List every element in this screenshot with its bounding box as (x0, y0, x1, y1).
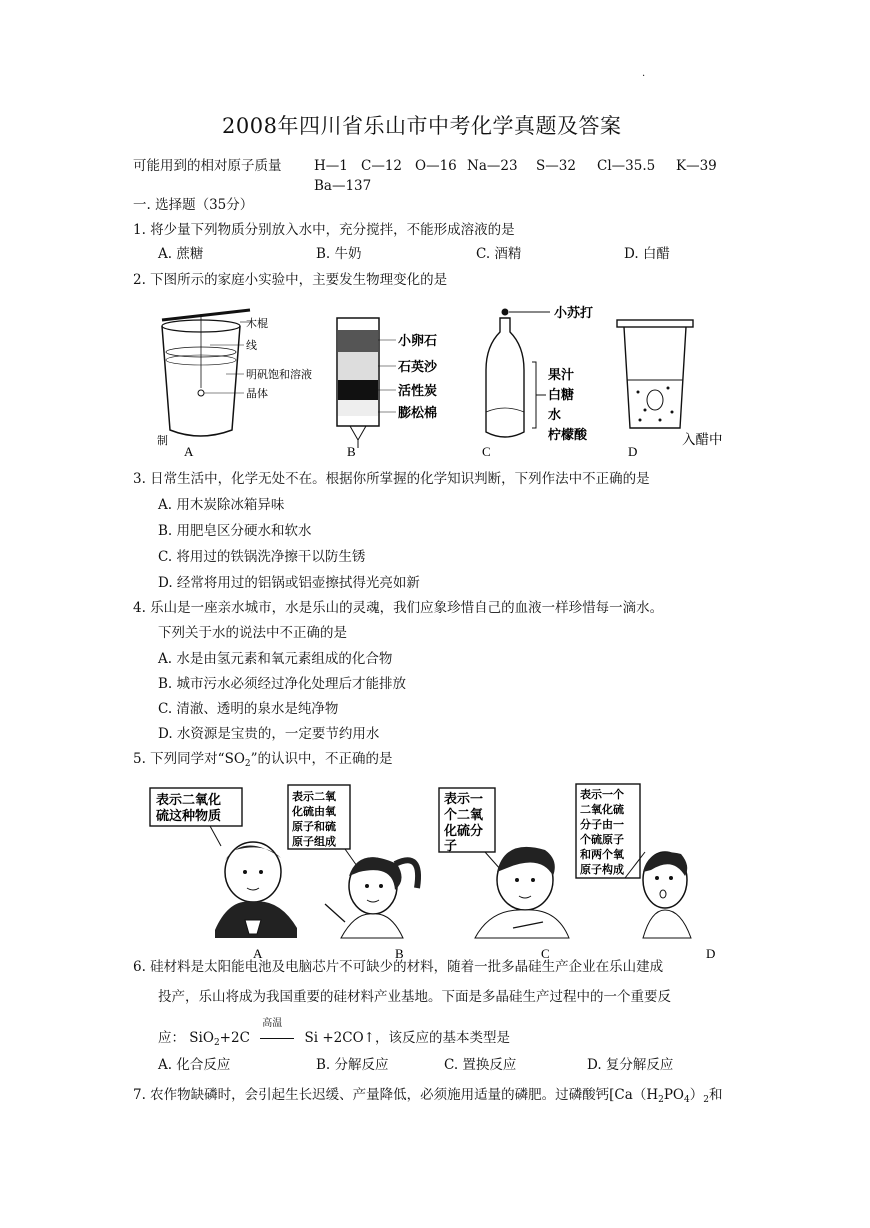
label-juice: 果汁 (548, 368, 575, 383)
label-baking-soda: 小苏打 (554, 306, 594, 321)
label-quartz-sand: 石英沙 (398, 360, 438, 375)
atomic-mass-h: H—1 (314, 158, 348, 174)
q1-option-a: A. 蔗糖 (158, 246, 204, 262)
q4-option-b: B. 城市污水必须经过净化处理后才能排放 (158, 676, 407, 692)
q3-option-d: D. 经常将用过的铝锅或铝壶擦拭得光亮如新 (158, 575, 420, 591)
figure-a-letter: A (184, 444, 194, 459)
egg (647, 390, 663, 410)
figure-d-caption: 入醋中 (682, 432, 723, 448)
svg-text:硫这种物质: 硫这种物质 (156, 809, 222, 824)
q4-stem-2: 下列关于水的说法中不正确的是 (158, 625, 347, 641)
atomic-mass-o: O—16 (415, 158, 457, 174)
figure-c-letter: C (482, 444, 491, 459)
student-b-letter: B (395, 946, 404, 960)
label-pebbles: 小卵石 (398, 334, 438, 349)
label-cotton: 膨松棉 (398, 406, 438, 421)
label-activated-carbon: 活性炭 (398, 384, 438, 399)
svg-text:表示一: 表示一 (444, 792, 484, 807)
q6-option-b: B. 分解反应 (316, 1057, 389, 1073)
label-citric-acid: 柠檬酸 (548, 428, 588, 443)
svg-text:个二氧: 个二氧 (444, 808, 484, 823)
q4-stem: 4. 乐山是一座亲水城市，水是乐山的灵魂，我们应象珍惜自己的血液一样珍惜每一滴水。 (133, 600, 664, 616)
q1-option-b: B. 牛奶 (316, 246, 362, 262)
student-a (150, 788, 297, 960)
atomic-mass-na: Na—23 (467, 158, 518, 174)
label-stick: 木棍 (246, 317, 268, 330)
q3-option-a: A. 用木炭除冰箱异味 (158, 497, 285, 513)
svg-text:表示一个: 表示一个 (580, 788, 624, 801)
svg-text:原子构成: 原子构成 (580, 863, 624, 876)
svg-text:子: 子 (444, 839, 458, 854)
label-thread: 线 (246, 339, 257, 352)
svg-text:分子由一: 分子由一 (580, 818, 624, 831)
q1-stem: 1. 将少量下列物质分别放入水中，充分搅拌，不能形成溶液的是 (133, 222, 515, 238)
svg-text:和两个氧: 和两个氧 (580, 848, 624, 861)
student-c-letter: C (541, 946, 550, 960)
q5-stem: 5. 下列同学对“$SO_2$”的认识中，不正确的是 (133, 751, 393, 769)
label-water: 水 (548, 408, 562, 423)
q1-option-d: D. 白醋 (624, 246, 670, 262)
svg-text:个硫原子: 个硫原子 (580, 833, 624, 846)
reaction-arrow (260, 1038, 294, 1039)
figure-a-crystal-jar (157, 310, 312, 459)
student-b (288, 785, 418, 960)
figure-c-soda-bottle (482, 305, 593, 459)
crystal (198, 390, 204, 396)
svg-text:化硫分: 化硫分 (444, 824, 484, 839)
q2-stem: 2. 下图所示的家庭小实验中，主要发生物理变化的是 (133, 272, 448, 288)
q2-figures (140, 300, 760, 460)
q6-line-2: 投产，乐山将成为我国重要的硅材料产业基地。下面是多晶硅生产过程中的一个重要反 (158, 989, 671, 1005)
q3-stem: 3. 日常生活中，化学无处不在。根据你所掌握的化学知识判断，下列作法中不正确的是 (133, 471, 650, 487)
svg-text:原子组成: 原子组成 (292, 835, 336, 848)
q6-equation: 应： SiO$_2$+2C 高温 Si +2CO↑，该反应的基本类型是 (158, 1029, 510, 1052)
q6-option-d: D. 复分解反应 (587, 1057, 674, 1073)
q6-option-c: C. 置换反应 (444, 1057, 517, 1073)
page-title: 2008年四川省乐山市中考化学真题及答案 (222, 114, 622, 138)
q6-line-1: 6. 硅材料是太阳能电池及电脑芯片不可缺少的材料，随着一批多晶硅生产企业在乐山建成 (133, 959, 664, 975)
svg-text:表示二氧: 表示二氧 (292, 790, 336, 803)
header-dot: . (642, 68, 646, 79)
svg-text:表示二氧化: 表示二氧化 (156, 793, 222, 808)
student-d (576, 784, 715, 960)
svg-text:化硫由氧: 化硫由氧 (292, 805, 336, 818)
figure-d-egg-in-vinegar (617, 320, 723, 459)
q3-option-b: B. 用肥皂区分硬水和软水 (158, 523, 312, 539)
label-alum-solution: 明矾饱和溶液 (246, 368, 312, 381)
atomic-mass-k: K—39 (676, 158, 717, 174)
svg-text:原子和硫: 原子和硫 (292, 820, 336, 833)
atomic-mass-label: 可能用到的相对原子质量 (133, 158, 282, 174)
svg-text:二氧化硫: 二氧化硫 (580, 803, 624, 816)
figure-a-caption: 制 (157, 434, 168, 447)
atomic-mass-ba: Ba—137 (314, 178, 372, 194)
q4-option-a: A. 水是由氢元素和氧元素组成的化合物 (158, 651, 393, 667)
atomic-mass-cl: Cl—35.5 (597, 158, 656, 174)
student-d-letter: D (706, 946, 716, 960)
student-c (439, 788, 569, 960)
section-heading: 一. 选择题（35分） (133, 197, 254, 213)
q7-stem: 7. 农作物缺磷时，会引起生长迟缓、产量降低，必须施用适量的磷肥。过磷酸钙[$Ca(H_2PO_4)_2$和 (133, 1087, 723, 1105)
q3-option-c: C. 将用过的铁锅洗净擦干以防生锈 (158, 549, 366, 565)
q6-option-a: A. 化合反应 (158, 1057, 231, 1073)
figure-b-letter: B (347, 444, 356, 459)
q4-option-d: D. 水资源是宝贵的，一定要节约用水 (158, 726, 380, 742)
student-a-letter: A (253, 946, 263, 960)
atomic-mass-c: C—12 (361, 158, 403, 174)
wooden-stick (162, 310, 250, 320)
label-sugar: 白糖 (548, 388, 575, 403)
q1-option-c: C. 酒精 (476, 246, 522, 262)
q5-cartoon (145, 780, 745, 960)
q4-option-c: C. 清澈、透明的泉水是纯净物 (158, 701, 339, 717)
label-crystal: 晶体 (246, 387, 268, 400)
figure-b-water-filter (337, 318, 438, 459)
figure-d-letter: D (628, 444, 638, 459)
atomic-mass-s: S—32 (536, 158, 576, 174)
reaction-condition: 高温 (262, 1018, 283, 1029)
